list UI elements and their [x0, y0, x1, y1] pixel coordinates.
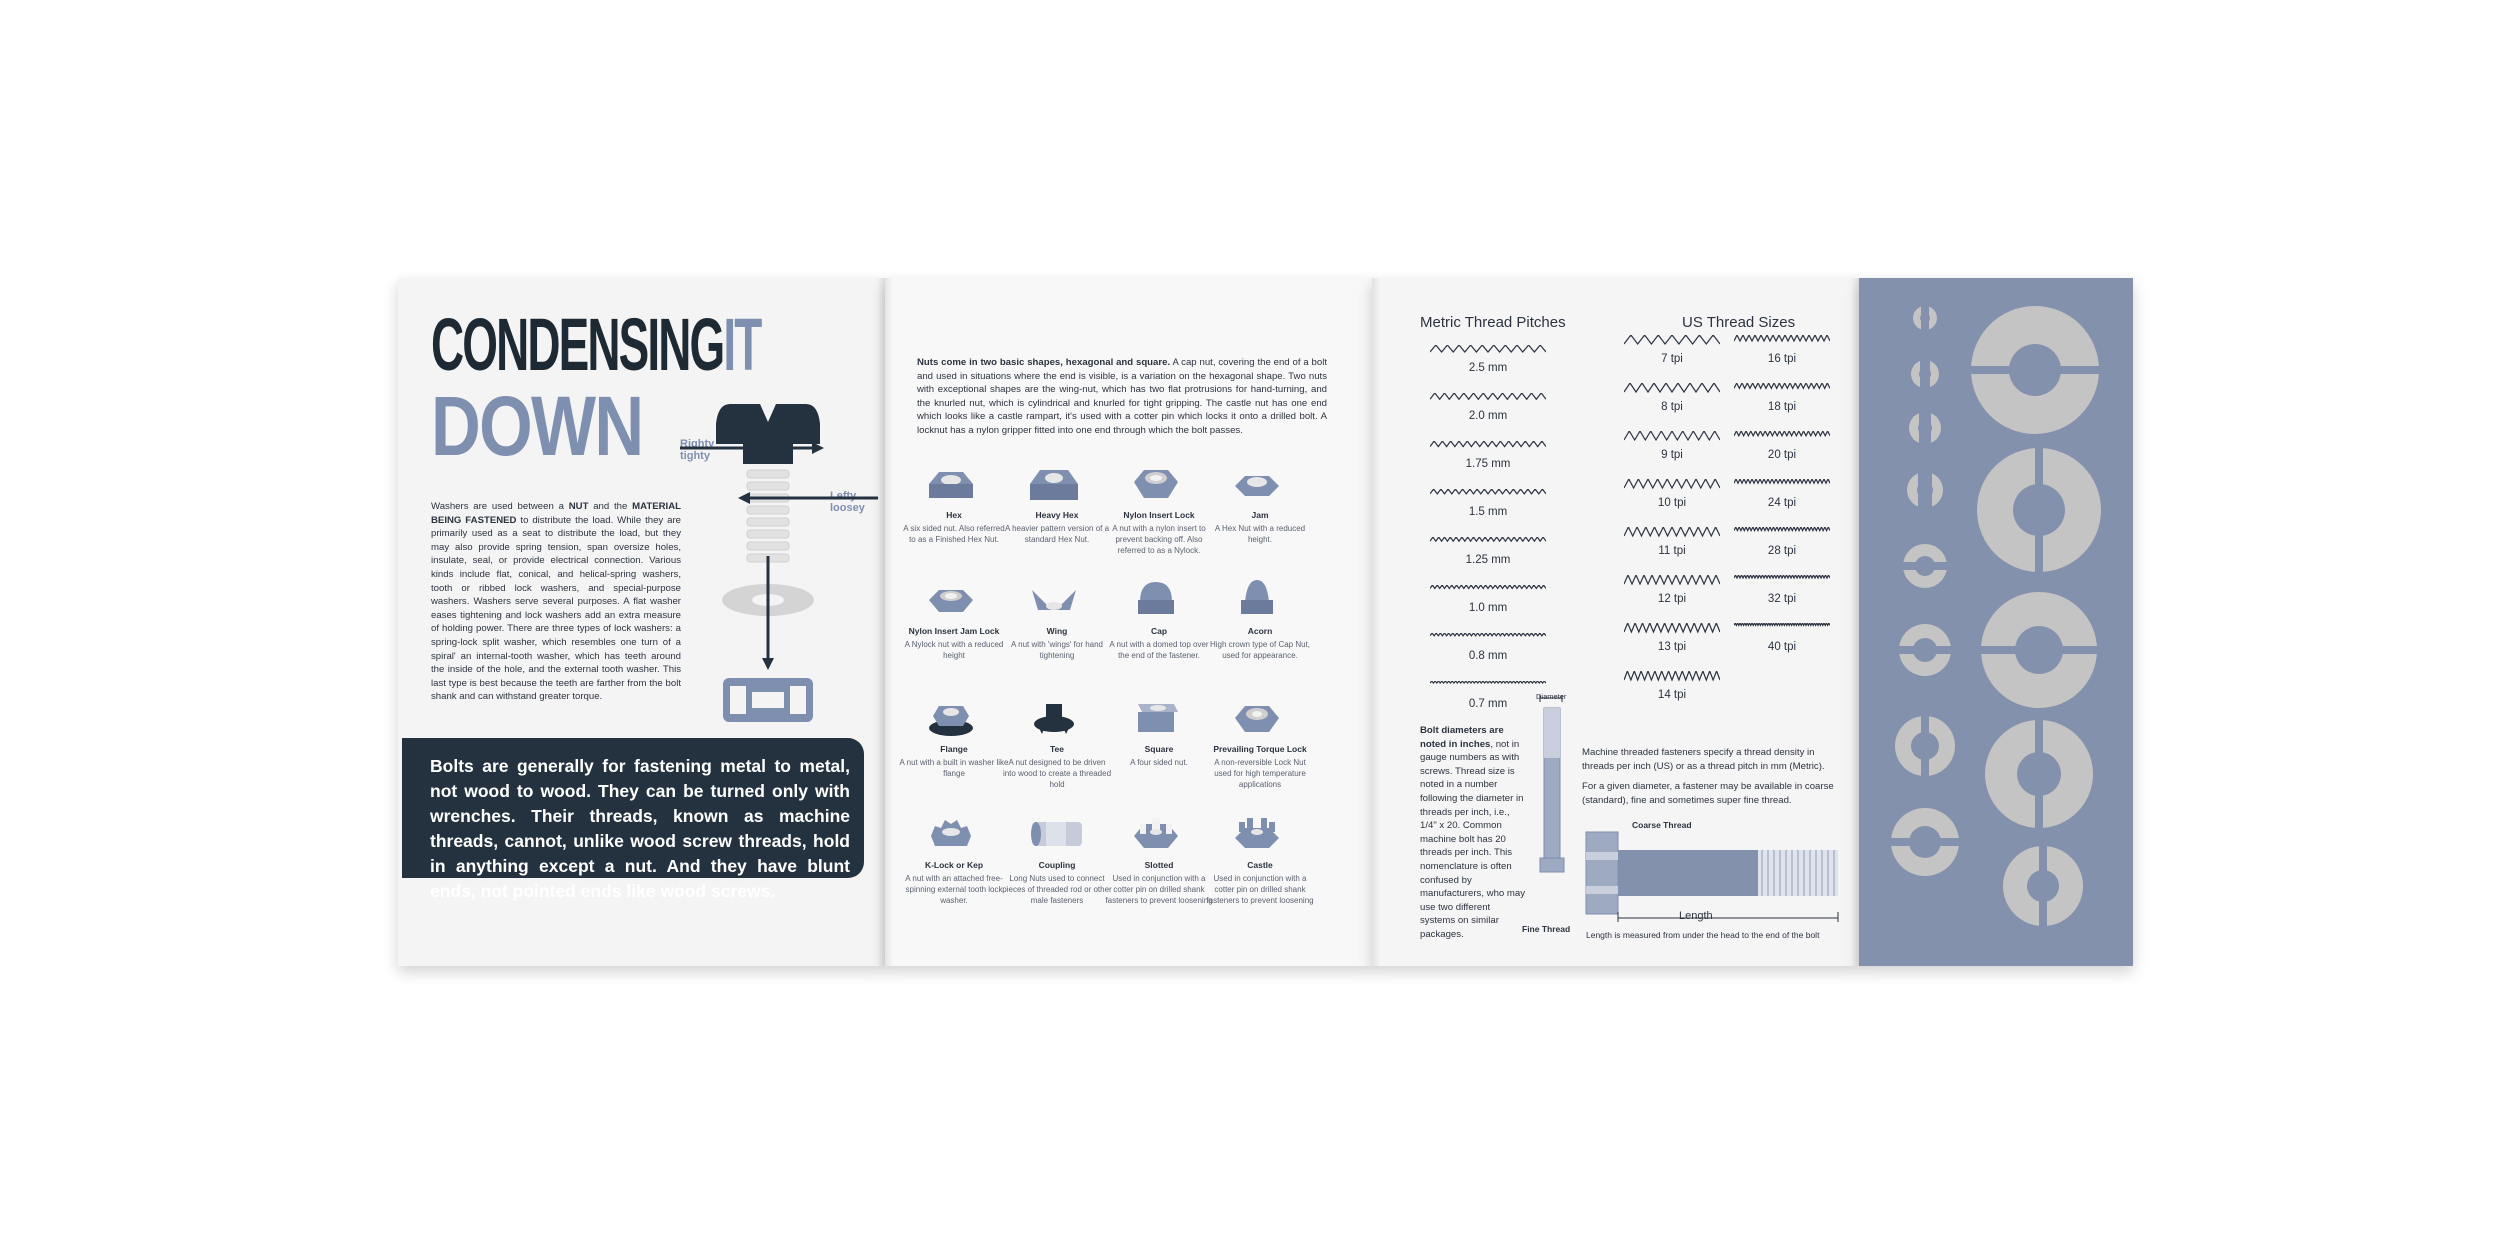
thread-profile-icon [1430, 633, 1546, 643]
us-tpi-label: 13 tpi [1657, 641, 1687, 653]
nut-name: Slotted [1144, 860, 1174, 870]
machine-text-2: For a given diameter, a fastener may be available in coarse (standard), fine and sometimes super fine thread. [1582, 781, 1834, 806]
bolt-assembly-illustration [668, 398, 888, 728]
thread-profile-icon [1624, 575, 1720, 587]
metric-pitch-label: 0.7 mm [1468, 698, 1508, 710]
thread-profile-icon [1624, 335, 1720, 347]
fold-shadow [885, 278, 893, 966]
nut-icon [927, 580, 981, 620]
us-tpi-item [1622, 526, 1722, 557]
nut-name: Coupling [1038, 860, 1076, 870]
thread-profile-icon [1734, 479, 1830, 491]
nut-icon [1132, 814, 1186, 854]
fold-shadow [877, 278, 885, 966]
nut-item-castle [1205, 814, 1315, 906]
nut-icon [1233, 698, 1287, 738]
nut-description: A Hex Nut with a reduced height. [1214, 524, 1306, 544]
nut-icon [1132, 698, 1186, 738]
nut-description: Used in conjunction with a cotter pin on drilled shank fasteners to prevent loosening [1206, 874, 1314, 905]
nut-item-slotted [1104, 814, 1214, 906]
metric-heading: Metric Thread Pitches [1420, 314, 1566, 331]
thread-profile-icon [1734, 527, 1830, 539]
nut-name: Prevailing Torque Lock [1213, 744, 1307, 754]
thread-profile-icon [1624, 479, 1720, 491]
metric-pitch-item [1428, 630, 1548, 662]
nut-name: Acorn [1247, 626, 1273, 636]
thread-profile-icon [1624, 383, 1720, 395]
washer-gauge-illustration [1859, 278, 2133, 966]
us-tpi-item [1622, 382, 1722, 413]
us-tpi-item [1732, 334, 1832, 365]
page-threads [1372, 278, 1859, 966]
metric-pitch-label: 2.5 mm [1468, 362, 1508, 374]
nut-item-coupling [1002, 814, 1112, 906]
nut-description: A four sided nut. [1130, 758, 1188, 767]
us-tpi-item [1732, 574, 1832, 605]
nut-name: Nylon Insert Jam Lock [908, 626, 1000, 636]
us-tpi-label: 28 tpi [1767, 545, 1797, 557]
us-tpi-item [1622, 670, 1722, 701]
thread-profile-icon [1430, 537, 1546, 547]
metric-pitch-label: 0.8 mm [1468, 650, 1508, 662]
thread-profile-icon [1624, 431, 1720, 443]
nut-name: Heavy Hex [1035, 510, 1079, 520]
us-tpi-label: 8 tpi [1661, 401, 1683, 413]
metric-pitch-item [1428, 438, 1548, 470]
nut-description: A nut with a built in washer like flange [899, 758, 1009, 778]
nut-icon [927, 698, 981, 738]
us-tpi-item [1622, 622, 1722, 653]
nut-icon [1233, 814, 1287, 854]
title-down: DOWN [431, 379, 643, 473]
nut-description: High crown type of Cap Nut, used for appearance. [1209, 640, 1311, 660]
diameter-label: Diameter [1536, 692, 1567, 701]
nut-name: Jam [1251, 510, 1269, 520]
page-washer-gauge [1859, 278, 2133, 966]
nut-description: A nut with a domed top over the end of the fastener. [1109, 640, 1209, 660]
nut-icon [1030, 464, 1084, 504]
nuts-intro-text: Nuts come in two basic shapes, hexagonal and square. A cap nut, covering the end of a bolt and used in situations where the end is visible, is a variation on the hexagonal shape. Two nuts with exceptional shapes are the wing-nut, which has two flat protrusions for hand-turning, and the knurled nut, which is cylindrical and knurled for tight gripping. The castle nut has one end which looks like a castle rampart, it's used with a cotter pin which locks it onto a drilled bolt. A locknut has a nylon gripper fitted into one end through which the bolt passes. [917, 357, 1327, 436]
length-note: Length is measured from under the head to the end of the bolt [1586, 930, 1820, 940]
nut-icon [1030, 814, 1084, 854]
us-tpi-label: 32 tpi [1767, 593, 1797, 605]
thread-profile-icon [1430, 393, 1546, 403]
nut-icon [1233, 580, 1287, 620]
nut-icon [927, 464, 981, 504]
us-tpi-label: 16 tpi [1767, 353, 1797, 365]
nut-description: A six sided nut. Also referred to as a Finished Hex Nut. [903, 524, 1005, 544]
thread-profile-icon [1734, 383, 1830, 395]
lefty-loosey-label: Lefty loosey [830, 490, 865, 514]
nut-item-jam [1205, 464, 1315, 545]
metric-pitch-label: 1.75 mm [1465, 458, 1511, 470]
metric-pitch-item [1428, 534, 1548, 566]
title-it: IT [723, 303, 761, 386]
thread-profile-icon [1734, 431, 1830, 443]
us-tpi-item [1732, 526, 1832, 557]
bolt-diameter-note: Bolt diameters are noted in inches, not in gauge numbers as with screws. Thread size is noted in a number following the diameter in threads per inch, i.e., 1/4" x 20. Common machine bolt has 20 threads per inch. This nomenclature is often confused by manufacturers, who may use two different systems on similar packages. [1420, 725, 1526, 940]
us-tpi-label: 11 tpi [1658, 545, 1686, 557]
metric-pitch-label: 2.0 mm [1468, 410, 1508, 422]
large-washer-icon [1971, 306, 2101, 926]
nut-description: A non-reversible Lock Nut used for high temperature applications [1214, 758, 1306, 789]
us-heading: US Thread Sizes [1682, 314, 1796, 331]
fine-thread-label: Fine Thread [1522, 924, 1571, 934]
us-tpi-label: 20 tpi [1767, 449, 1797, 461]
fold-shadow [1372, 278, 1380, 966]
thread-profile-icon [1734, 335, 1830, 347]
nut-icon [1132, 464, 1186, 504]
metric-pitch-item [1428, 390, 1548, 422]
machine-text-1: Machine threaded fasteners specify a thread density in threads per inch (US) or as a thread pitch in mm (Metric). [1582, 747, 1825, 772]
nut-icon [723, 678, 813, 722]
nut-name: Nylon Insert Lock [1123, 510, 1195, 520]
us-tpi-label: 7 tpi [1661, 353, 1683, 365]
us-tpi-label: 24 tpi [1767, 497, 1797, 509]
metric-pitch-label: 1.0 mm [1468, 602, 1508, 614]
us-tpi-item [1622, 574, 1722, 605]
nut-description: Long Nuts used to connect pieces of threaded rod or other male fasteners [1002, 874, 1112, 905]
us-tpi-label: 14 tpi [1657, 689, 1687, 701]
coarse-thread-bolt-illustration [1582, 826, 1842, 922]
us-tpi-item [1732, 622, 1832, 653]
fold-shadow [1851, 278, 1859, 966]
nut-description: A nut designed to be driven into wood to create a threaded hold [1002, 758, 1112, 789]
us-tpi-label: 9 tpi [1661, 449, 1683, 461]
nut-icon [927, 814, 981, 854]
thread-profile-icon [1734, 623, 1830, 635]
bolt-thread-icon [747, 470, 789, 562]
nut-item-nylon-insert-jam-lock [899, 580, 1009, 661]
thread-profile-icon [1430, 345, 1546, 355]
nut-name: Flange [940, 744, 968, 754]
nut-icon [1030, 580, 1084, 620]
thread-profile-icon [1624, 623, 1720, 635]
metric-pitch-item [1428, 486, 1548, 518]
nut-name: Castle [1247, 860, 1273, 870]
us-tpi-item [1732, 430, 1832, 461]
thread-profile-icon [1734, 575, 1830, 587]
nut-name: K-Lock or Kep [924, 860, 984, 870]
metric-pitch-label: 1.25 mm [1465, 554, 1511, 566]
nut-item-cap [1104, 580, 1214, 661]
nut-item-heavy-hex [1002, 464, 1112, 545]
washers-body-text: Washers are used between a NUT and the MATERIAL BEING FASTENED to distribute the load. While they are primarily used as a seat to distribute the load, but they may also provide spring tension, span oversize holes, insulate, seal, or provide electrical connection. Various kinds include flat, conical, and helical-spring washers, tooth or ribbed lock washers, and special-purpose washers. Washers serve several purposes. A flat washer eases tightening and lock washers add an extra measure of holding power. There are three types of lock washers: a spring-lock split washer, which resembles one turn of a spiral' an internal-tooth washer, which has teeth around the inside of the hole, and the external tooth washer. This last type is best because the teeth are farther from the bolt shank and can withstand greater torque. [431, 501, 681, 703]
nut-name: Square [1144, 744, 1174, 754]
us-tpi-label: 40 tpi [1767, 641, 1797, 653]
metric-pitch-item [1428, 342, 1548, 374]
thread-profile-icon [1430, 489, 1546, 499]
righty-tighty-label: Righty tighty [680, 438, 715, 462]
nut-item-nylon-insert-lock [1104, 464, 1214, 556]
nut-name: Cap [1150, 626, 1168, 636]
nut-item-hex [899, 464, 1009, 545]
nut-description: A heavier pattern version of a standard Hex Nut. [1004, 524, 1110, 544]
bolts-callout-text: Bolts are generally for fastening metal to metal, not wood to wood. They can be turned only with wrenches. Their threads, known as machine threads, cannot, unlike wood screw threads, hold in anything except a nut. And they have blunt ends, not pointed ends like wood screws. [430, 756, 850, 901]
nut-item-square [1104, 698, 1214, 768]
us-tpi-label: 18 tpi [1767, 401, 1797, 413]
title-condensing-it [431, 303, 761, 386]
thread-profile-icon [1624, 527, 1720, 539]
nut-name: Tee [1049, 744, 1065, 754]
nut-item-wing [1002, 580, 1112, 661]
nut-name: Wing [1046, 626, 1068, 636]
metric-pitch-item [1428, 678, 1548, 710]
metric-pitch-label: 1.5 mm [1468, 506, 1508, 518]
nut-icon [1233, 464, 1287, 504]
nut-item-tee [1002, 698, 1112, 790]
metric-pitch-item [1428, 582, 1548, 614]
nut-name: Hex [946, 510, 962, 520]
nut-description: A nut with an attached free-spinning external tooth lock washer. [905, 874, 1003, 905]
machine-thread-text [1582, 746, 1834, 808]
title-condensing: CONDENSING [431, 303, 724, 386]
coarse-thread-label: Coarse Thread [1632, 820, 1692, 830]
nut-item-k-lock-or-kep [899, 814, 1009, 906]
thread-profile-icon [1624, 671, 1720, 683]
nut-item-acorn [1205, 580, 1315, 661]
us-tpi-item [1622, 334, 1722, 365]
page-washers [398, 278, 885, 966]
us-tpi-item [1732, 478, 1832, 509]
fine-thread-bolt-illustration [1532, 694, 1572, 884]
booklet-spread [398, 272, 2133, 972]
nut-description: Used in conjunction with a cotter pin on drilled shank fasteners to prevent loosening [1105, 874, 1213, 905]
us-tpi-item [1622, 430, 1722, 461]
us-tpi-item [1732, 382, 1832, 413]
nut-icon [1132, 580, 1186, 620]
thread-profile-icon [1430, 585, 1546, 595]
nut-description: A Nylock nut with a reduced height [904, 640, 1004, 660]
nut-description: A nut with 'wings' for hand tightening [1011, 640, 1103, 660]
nut-item-flange [899, 698, 1009, 779]
nut-description: A nut with a nylon insert to prevent backing off. Also referred to as a Nylock. [1112, 524, 1206, 555]
us-tpi-label: 10 tpi [1657, 497, 1687, 509]
us-tpi-item [1622, 478, 1722, 509]
nut-item-prevailing-torque-lock [1205, 698, 1315, 790]
thread-profile-icon [1430, 441, 1546, 451]
nut-icon [1030, 698, 1084, 738]
us-tpi-label: 12 tpi [1657, 593, 1687, 605]
thread-profile-icon [1430, 681, 1546, 691]
page-nuts [885, 278, 1372, 966]
length-label: Length [1679, 910, 1713, 922]
